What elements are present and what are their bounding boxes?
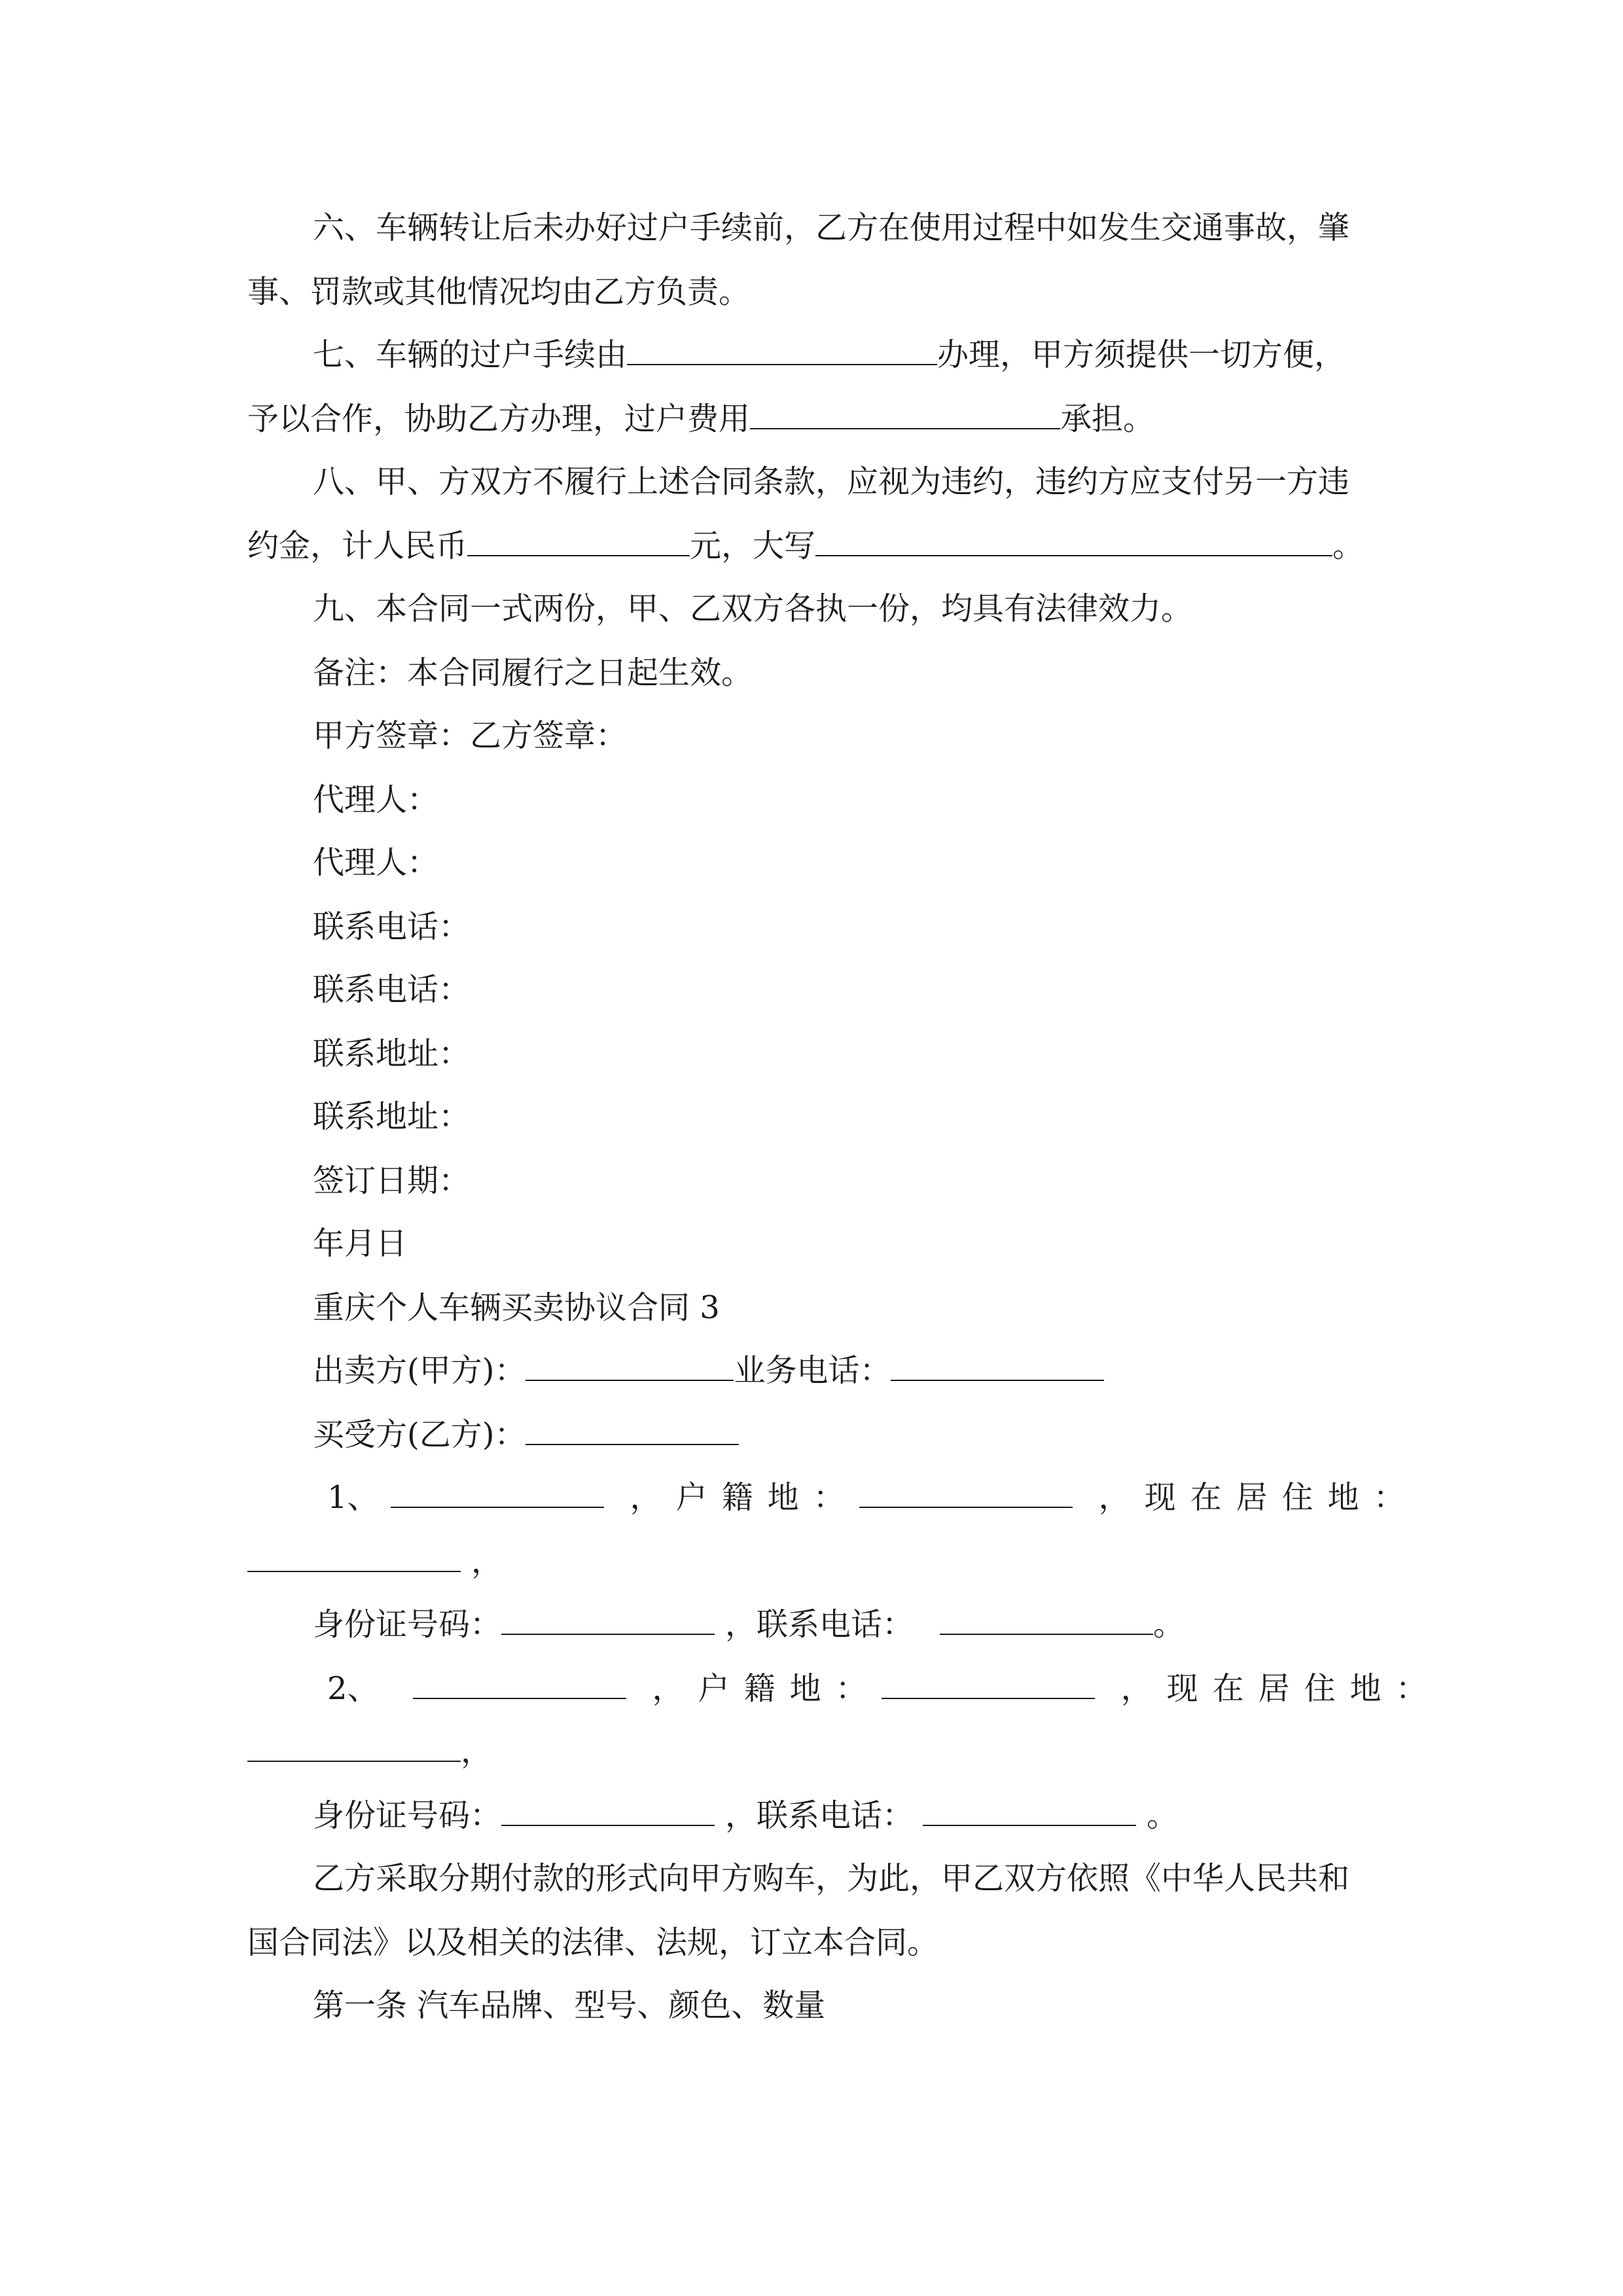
agent-line-2: 代理人： [313,844,439,881]
clause-7-text-c: 予以合作，协助乙方办理，过户费用 [247,401,751,437]
party-1-line-2 [247,1542,503,1581]
clause-7-line-1 [313,335,1346,374]
party-2-number: 2、 [327,1670,379,1707]
clause-8-text-c: 。 [1332,528,1364,564]
clause-9: 九、本合同一式两份，甲、乙双方各执一份，均具有法律效力。 [313,590,1193,627]
party-1-residence-label: 现在居住地： [1144,1479,1419,1516]
seller-label: 出卖方(甲方)： [313,1352,526,1389]
party-1-comma-2: ， [1098,1479,1145,1516]
agent-line-1: 代理人： [313,781,439,818]
party-2-residence-label: 现在居住地： [1166,1670,1442,1707]
note: 备注：本合同履行之日起生效。 [313,655,753,691]
seal-line: 甲方签章：乙方签章： [313,717,628,754]
fee-payer-blank[interactable] [750,399,1060,429]
party-1-id-blank[interactable] [501,1605,715,1635]
clause-6-line-1: 六、车辆转让后未办好过户手续前，乙方在使用过程中如发生交通事故，肇 [313,209,1350,246]
intro-line-1: 乙方采取分期付款的形式向甲方购车，为此，甲乙双方依照《中华人民共和 [313,1860,1350,1897]
party-2-line [327,1669,1442,1708]
party-1-hukou-label: 户籍地： [675,1479,859,1516]
clause-6-line-2: 事、罚款或其他情况均由乙方负责。 [247,274,751,310]
buyer-blank[interactable] [526,1415,739,1445]
party-1-id-label: 身份证号码： [313,1606,502,1643]
clause-7-text-b: 办理，甲方须提供一切方便， [937,336,1346,373]
phone-line-1: 联系电话： [313,908,471,945]
buyer-label: 买受方(乙方)： [313,1416,526,1453]
clause-7-text-a: 七、车辆的过户手续由 [313,336,628,373]
contract-3-title: 重庆个人车辆买卖协议合同 3 [313,1289,720,1326]
party-1-line [327,1478,1419,1517]
party-2-id-blank[interactable] [501,1796,715,1826]
party-2-end: ， [461,1733,493,1770]
party-2-line-2 [247,1732,492,1771]
party-2-comma-1: ， [652,1670,698,1707]
party-1-id-line [313,1605,1185,1644]
intro-line-2: 国合同法》以及相关的法律、法规，订立本合同。 [247,1924,939,1961]
party-1-phone-blank[interactable] [940,1605,1153,1635]
party-2-phone-label: ，联系电话： [725,1797,914,1834]
party-1-number: 1、 [327,1479,379,1516]
party-2-residence-blank[interactable] [247,1732,461,1762]
phone-line-2: 联系电话： [313,971,471,1008]
clause-7-text-d: 承担。 [1060,401,1155,437]
business-phone-label: 业务电话： [734,1352,891,1389]
handler-blank[interactable] [627,335,937,365]
party-1-end: ， [471,1543,503,1580]
party-1-residence-blank[interactable] [247,1542,461,1572]
party-1-comma-1: ， [630,1479,676,1516]
party-2-id-label: 身份证号码： [313,1797,502,1834]
party-1-id-end: 。 [1153,1606,1185,1643]
party-2-hukou-blank[interactable] [882,1669,1095,1699]
party-2-id-line [313,1796,1178,1835]
party-2-phone-blank[interactable] [923,1796,1136,1826]
address-line-1: 联系地址： [313,1035,471,1072]
clause-7-line-2 [247,399,1154,439]
clause-8-line-1: 八、甲、方双方不履行上述合同条款，应视为违约，违约方应支付另一方违 [313,463,1350,500]
clause-8-line-2 [247,526,1364,565]
clause-8-text-a: 约金，计人民币 [247,528,468,564]
party-1-hukou-blank[interactable] [859,1478,1073,1508]
buyer-line [313,1415,739,1454]
party-1-name-blank[interactable] [391,1478,604,1508]
sign-date-line: 签订日期： [313,1162,471,1199]
penalty-amount-words-blank[interactable] [815,526,1332,556]
party-2-id-end: 。 [1147,1797,1179,1834]
article-1-heading: 第一条 汽车品牌、型号、颜色、数量 [313,1987,826,2024]
seller-line [313,1351,1104,1390]
party-2-comma-2: ， [1120,1670,1167,1707]
date-line: 年月日 [313,1225,408,1262]
address-line-2: 联系地址： [313,1098,471,1135]
seller-blank[interactable] [526,1351,734,1381]
party-2-hukou-label: 户籍地： [698,1670,882,1707]
penalty-amount-blank[interactable] [467,526,690,556]
party-2-name-blank[interactable] [413,1669,626,1699]
business-phone-blank[interactable] [891,1351,1104,1381]
clause-8-text-b: 元，大写 [690,528,816,564]
party-1-phone-label: ，联系电话： [725,1606,914,1643]
